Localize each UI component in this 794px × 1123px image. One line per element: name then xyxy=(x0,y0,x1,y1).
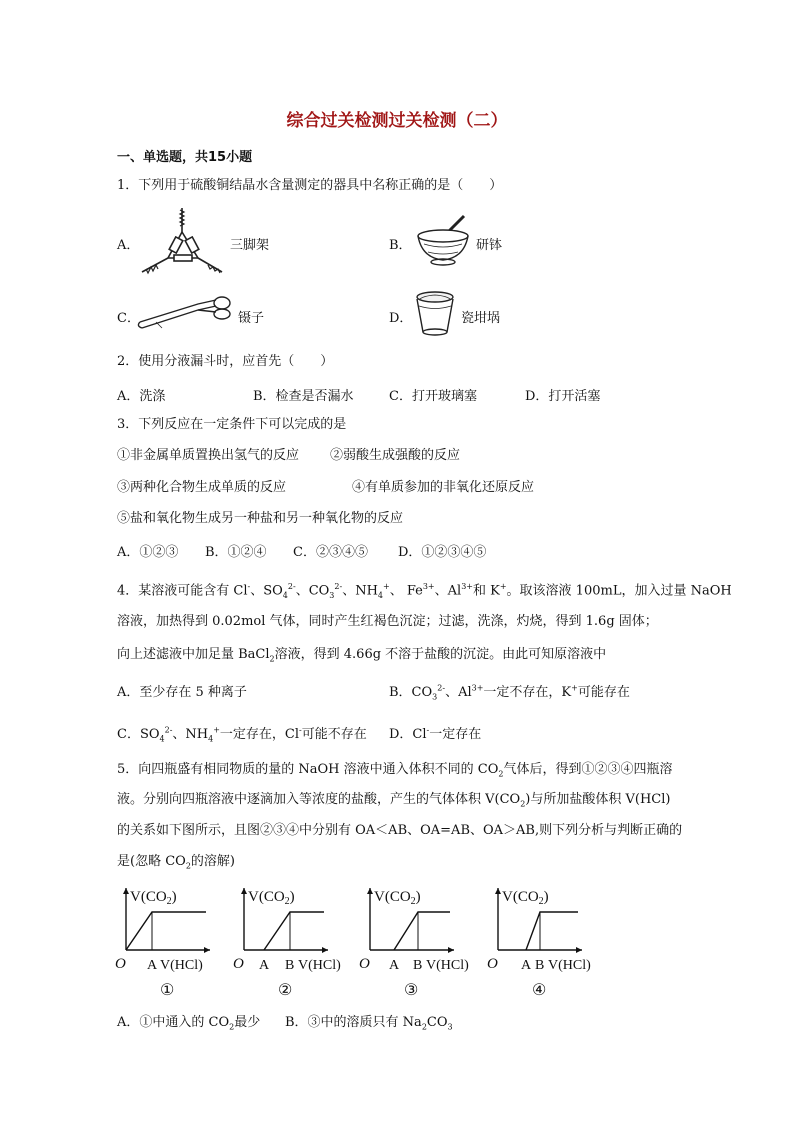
graph-1-y-arrow xyxy=(123,888,129,894)
q3-statement-4: ④有单质参加的非氧化还原反应 xyxy=(352,480,535,495)
crucible-tongs-image xyxy=(136,292,236,334)
graph-4-x-label: V(HCl) xyxy=(548,958,591,973)
q4-line-2: 溶液，加热得到 0.02mol 气体，同时产生红褐色沉淀；过滤，洗涤，灼烧，得到 1.6g 固体； xyxy=(117,614,658,629)
graph-2-point-b: B xyxy=(285,958,295,973)
crucible-image xyxy=(410,288,460,338)
q2-option-d: D．打开活塞 xyxy=(525,389,601,404)
graph-4-origin: O xyxy=(487,956,498,972)
q1-option-a-label: 三脚架 xyxy=(230,238,270,253)
q5-line-2: 液。分别向四瓶溶液中逐滴加入等浓度的盐酸，产生的气体体积 $V(CO_2)$与所加盐酸体积 V(HCl) xyxy=(117,792,671,809)
graph-4-y-arrow xyxy=(495,888,501,894)
mortar-image xyxy=(412,210,474,270)
graph-3-point-a: A xyxy=(389,958,400,973)
q5-line-4: 是(忽略 $CO_2$的溶解) xyxy=(117,854,235,871)
graph-4-x-arrow xyxy=(576,947,582,953)
graph-4-curve xyxy=(526,912,578,950)
q3-option-d: D．①②③④⑤ xyxy=(398,545,487,560)
graph-3-origin: O xyxy=(359,956,370,972)
graph-1-origin: O xyxy=(115,956,126,972)
q2-option-c: C．打开玻璃塞 xyxy=(389,389,477,404)
graph-1-x-arrow xyxy=(204,947,210,953)
graph-4-point-b: B xyxy=(535,958,545,973)
q5-line-3: 的关系如下图所示，且图②③④中分别有 OA＜AB、OA=AB、OA＞AB,则下列分析与判断正确的 xyxy=(117,823,683,838)
section-heading: 一、单选题，共15小题 xyxy=(117,150,253,165)
q1-option-d-letter: D． xyxy=(389,311,413,326)
graph-4-point-a: A xyxy=(521,958,532,973)
q3-statement-5: ⑤盐和氧化物生成另一种盐和另一种氧化物的反应 xyxy=(117,511,404,526)
q5-option-a: A．①中通入的 $CO_2$最少 xyxy=(117,1015,261,1032)
graph-2-origin: O xyxy=(233,956,244,972)
graph-2-y-arrow xyxy=(241,888,247,894)
q4-option-a: A．至少存在 5 种离子 xyxy=(117,685,247,700)
q1-option-c-letter: C． xyxy=(117,311,140,326)
q2-option-b: B．检查是否漏水 xyxy=(253,389,354,404)
q3-stem: 3．下列反应在一定条件下可以完成的是 xyxy=(117,417,347,432)
graph-3-y-arrow xyxy=(367,888,373,894)
graph-1-curve xyxy=(126,912,206,950)
q1-option-b-label: 研钵 xyxy=(476,238,503,253)
q3-option-b: B．①②④ xyxy=(205,545,267,560)
q2-option-a: A．洗涤 xyxy=(117,389,166,404)
q3-statement-3: ③两种化合物生成单质的反应 xyxy=(117,480,287,495)
graph-2-point-a: A xyxy=(259,958,270,973)
gas-volume-graphs xyxy=(112,880,612,1002)
graph-1-x-label: V(HCl) xyxy=(160,958,203,973)
graph-3-point-b: B xyxy=(413,958,423,973)
q4-option-c: C．$SO_4^{2-}$、$NH_4^+$一定存在，Cl-可能不存在 xyxy=(117,725,367,744)
q5-line-1: 5．向四瓶盛有相同物质的量的 NaOH 溶液中通入体积不同的 $CO_2$气体后，得到①②③④四瓶溶 xyxy=(117,762,673,779)
q3-statement-1: ①非金属单质置换出氢气的反应 xyxy=(117,448,300,463)
graph-1-y-label: $V(CO_2)$ xyxy=(130,889,177,907)
graph-2-x-arrow xyxy=(322,947,328,953)
q1-option-a-letter: A． xyxy=(117,238,140,253)
graph-3-y-label: $V(CO_2)$ xyxy=(374,889,421,907)
graph-3-number: ③ xyxy=(404,982,419,999)
q1-option-b-letter: B． xyxy=(389,238,412,253)
graph-3-x-arrow xyxy=(448,947,454,953)
q3-statement-2: ②弱酸生成强酸的反应 xyxy=(330,448,461,463)
q4-line-3: 向上述滤液中加足量 BaCl$_2$溶液，得到 4.66g 不溶于盐酸的沉淀。由此可知原溶液中 xyxy=(117,647,607,664)
graph-3-curve xyxy=(394,912,450,950)
graph-2-curve xyxy=(264,912,324,950)
graph-3-x-label: V(HCl) xyxy=(426,958,469,973)
graph-4-number: ④ xyxy=(532,982,547,999)
graph-2-number: ② xyxy=(278,982,293,999)
graph-4-y-label: $V(CO_2)$ xyxy=(502,889,549,907)
q3-option-a: A．①②③ xyxy=(117,545,179,560)
graph-1-point-a: A xyxy=(147,958,158,973)
q4-option-b: B．$CO_3^{2-}$、$Al^{3+}$一定不存在，K+可能存在 xyxy=(389,683,630,702)
q1-option-c-label: 镊子 xyxy=(238,311,265,326)
q4-line-1: 4．某溶液可能含有 Cl-、$SO_4^{2-}$、$CO_3^{2-}$、$NH_4^+$、 $Fe^{3+}$、$Al^{3+}$和 K+。取该溶液 100mL，加入过量 NaOH xyxy=(117,582,732,600)
page-title: 综合过关检测过关检测（二） xyxy=(286,111,508,131)
q1-option-d-label: 瓷坩埚 xyxy=(461,311,501,326)
q1-stem: 1．下列用于硫酸铜结晶水含量测定的器具中名称正确的是（ ） xyxy=(117,178,503,193)
graph-2-y-label: $V(CO_2)$ xyxy=(248,889,295,907)
q4-option-d: D．Cl-一定存在 xyxy=(389,725,482,742)
q5-option-b: B．③中的溶质只有 $Na_2CO_3$ xyxy=(285,1015,453,1032)
q3-option-c: C．②③④⑤ xyxy=(293,545,368,560)
graph-1-number: ① xyxy=(160,982,175,999)
tripod-image xyxy=(136,200,228,282)
q2-stem: 2．使用分液漏斗时，应首先（ ） xyxy=(117,354,334,369)
graph-2-x-label: V(HCl) xyxy=(298,958,341,973)
